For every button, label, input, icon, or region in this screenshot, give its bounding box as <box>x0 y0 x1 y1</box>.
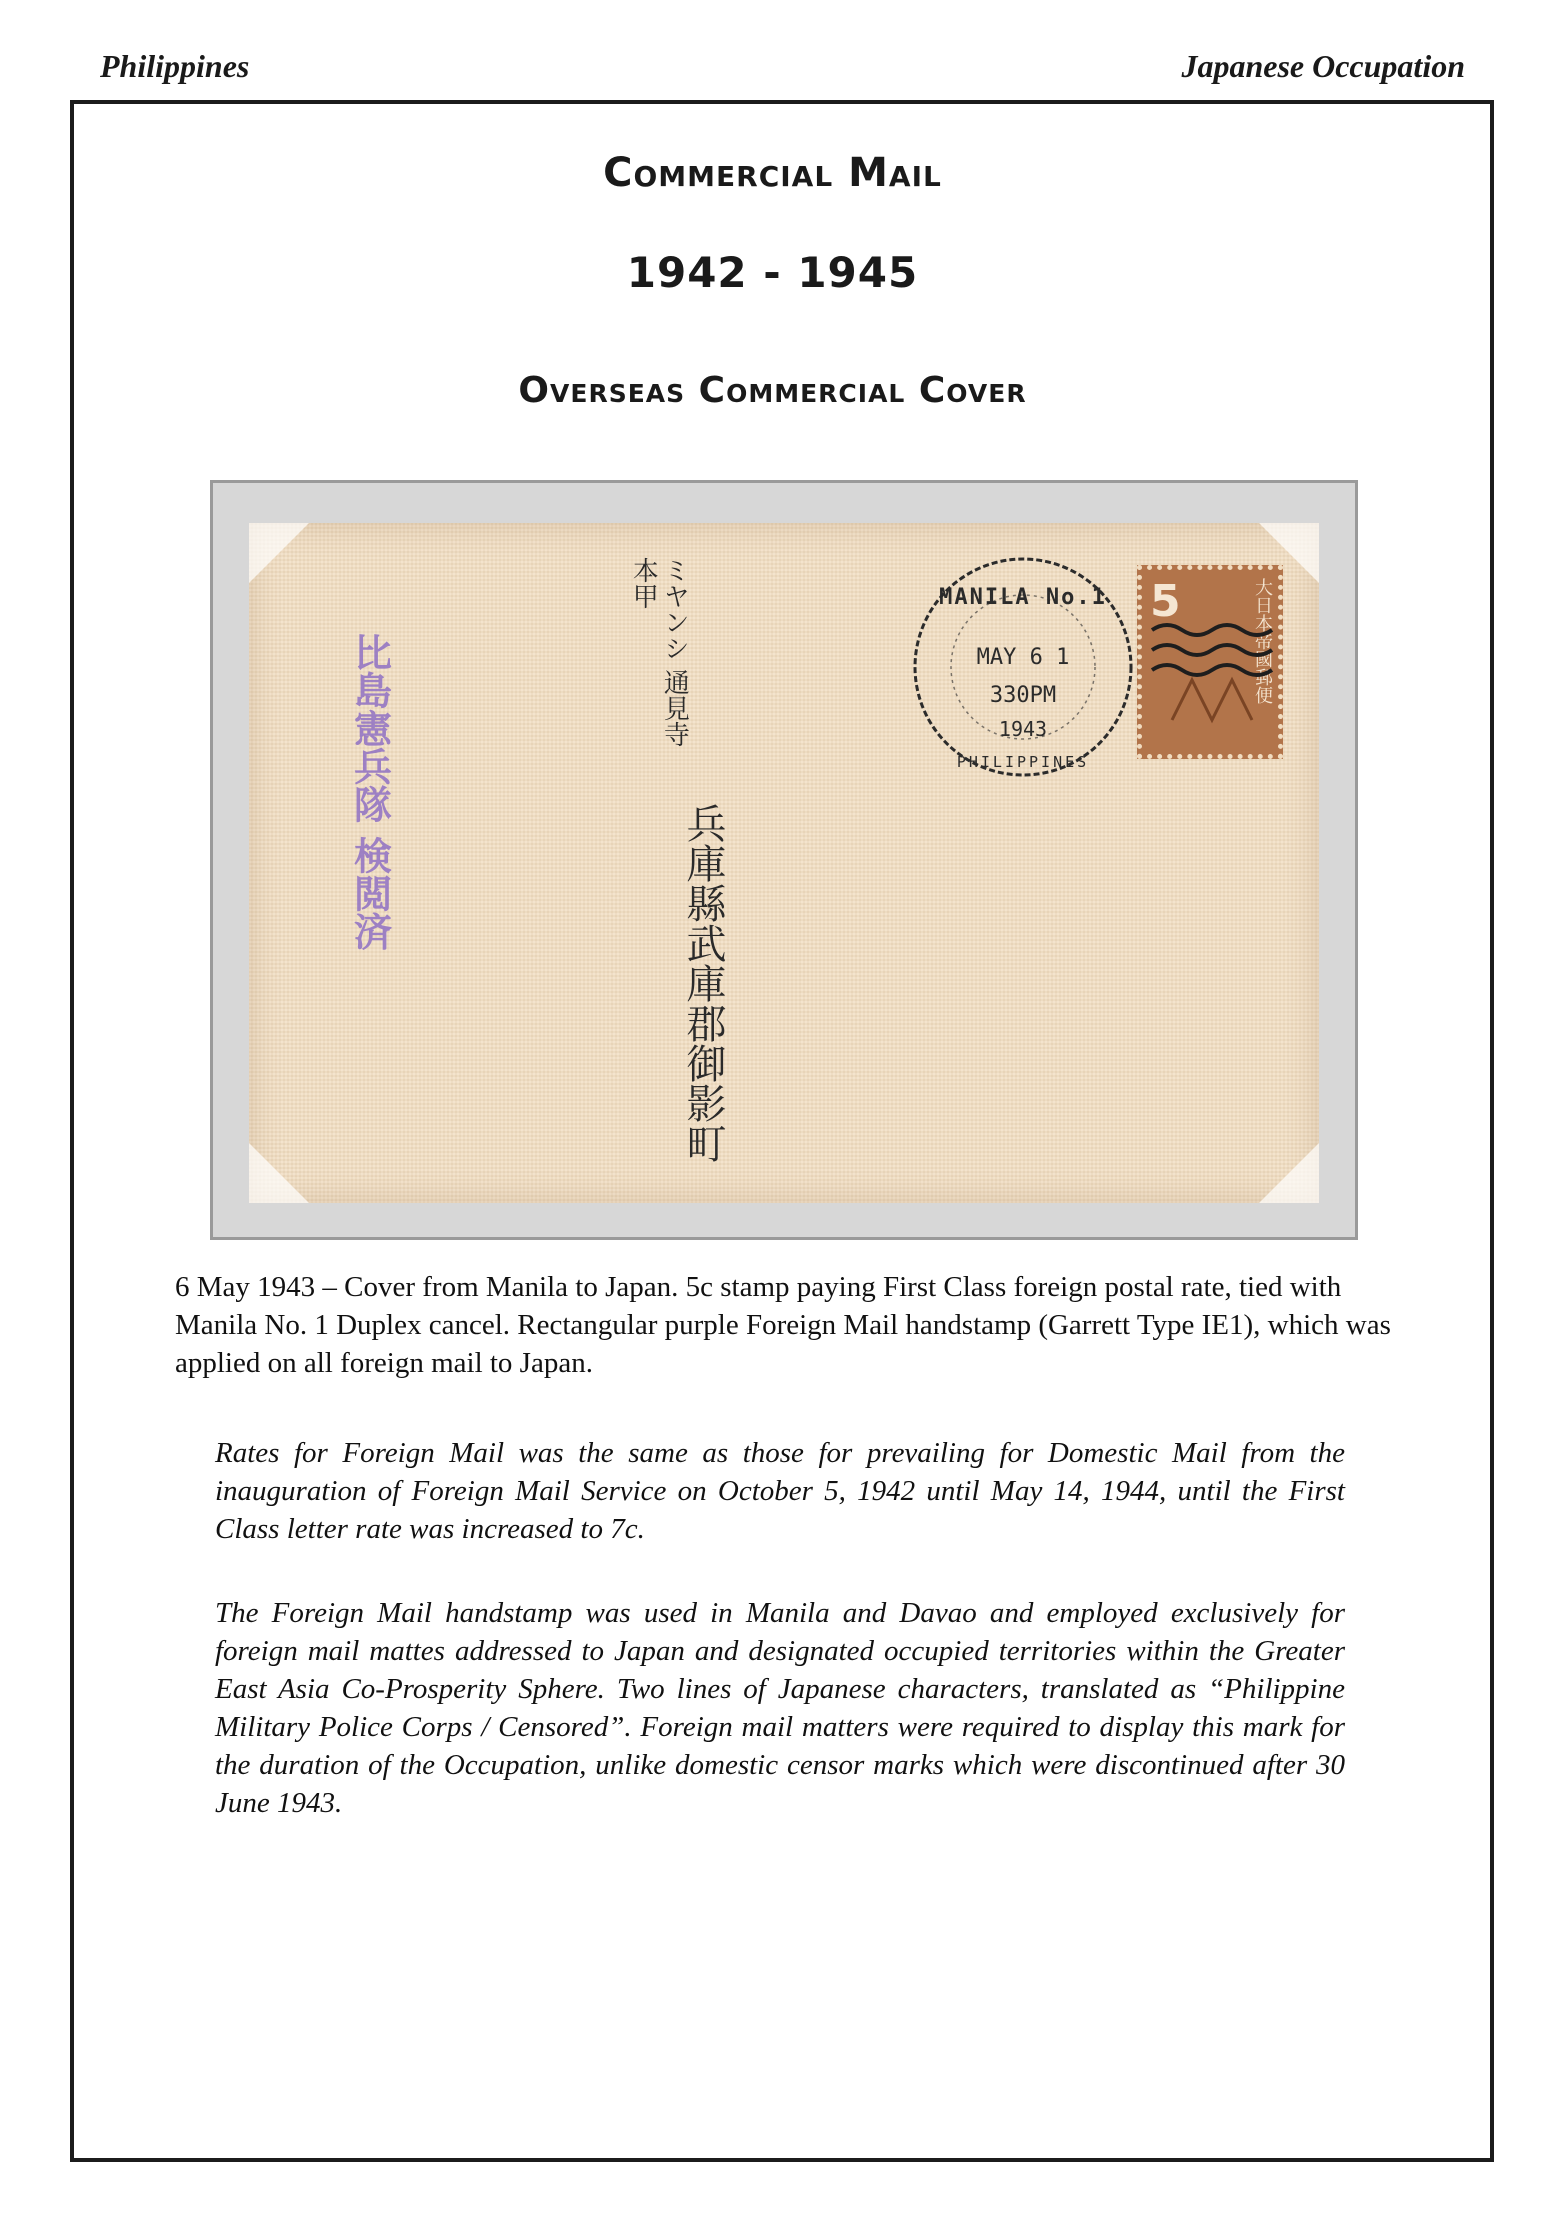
postage-stamp <box>1137 565 1283 759</box>
foreign-mail-handstamp: 比島憲兵隊 検閲済 <box>347 633 392 951</box>
postmark-year: 1943 <box>998 717 1048 741</box>
return-address: ミヤンシ 通見寺 本甲 <box>628 557 690 748</box>
stamp-value: 5 <box>1150 576 1181 627</box>
photo-corner <box>1259 1143 1319 1203</box>
cover-caption: 6 May 1943 – Cover from Manila to Japan. 5c stamp paying First Class foreign postal rate, tied with Manila No. 1 Duplex cancel. Rectangular purple Foreign Mail handstamp (Garrett Type IE1), which was applied on all foreign mail to Japan. <box>175 1271 1391 1379</box>
manila-postmark <box>909 553 1137 781</box>
stamp-inscription: 大日本帝國郵便 <box>1253 578 1273 704</box>
recipient-address: 兵庫縣武庫郡御影町 <box>680 803 726 1163</box>
page-title: Commercial Mail <box>603 150 942 196</box>
header-period: Japanese Occupation <box>1181 48 1465 84</box>
photo-corner <box>249 1143 309 1203</box>
photo-corner <box>249 523 309 583</box>
postmark-time: 330PM <box>989 683 1057 708</box>
handstamp-paragraph: The Foreign Mail handstamp was used in Manila and Davao and employed exclusively for foreign mail mattes addressed to Japan and designated occupied territories within the Greater East Asia Co-Prosperity Sphere. Two lines of Japanese characters, translated as “Philippine Military Police Corps / Censored”. Foreign mail matters were required to display this mark for the duration of the Occupation, unlike domestic censor marks which were discontinued after 30 June 1943. <box>215 1597 1345 1819</box>
cover-mount <box>210 480 1358 1240</box>
section-subtitle: Overseas Commercial Cover <box>518 370 1027 411</box>
header-country: Philippines <box>100 48 250 84</box>
postmark-city: MANILA No.1 <box>939 585 1107 610</box>
rates-paragraph: Rates for Foreign Mail was the same as those for prevailing for Domestic Mail from the inauguration of Foreign Mail Service on October 5, 1942 until May 14, 1944, until the First Class letter rate was increased to 7c. <box>215 1437 1345 1545</box>
envelope-image <box>249 523 1319 1203</box>
year-range: 1942 - 1945 <box>626 248 919 297</box>
postmark-country: PHILIPPINES <box>956 753 1090 771</box>
cancel-lines-icon <box>1142 570 1278 754</box>
postmark-date: MAY 6 1 <box>976 645 1070 670</box>
